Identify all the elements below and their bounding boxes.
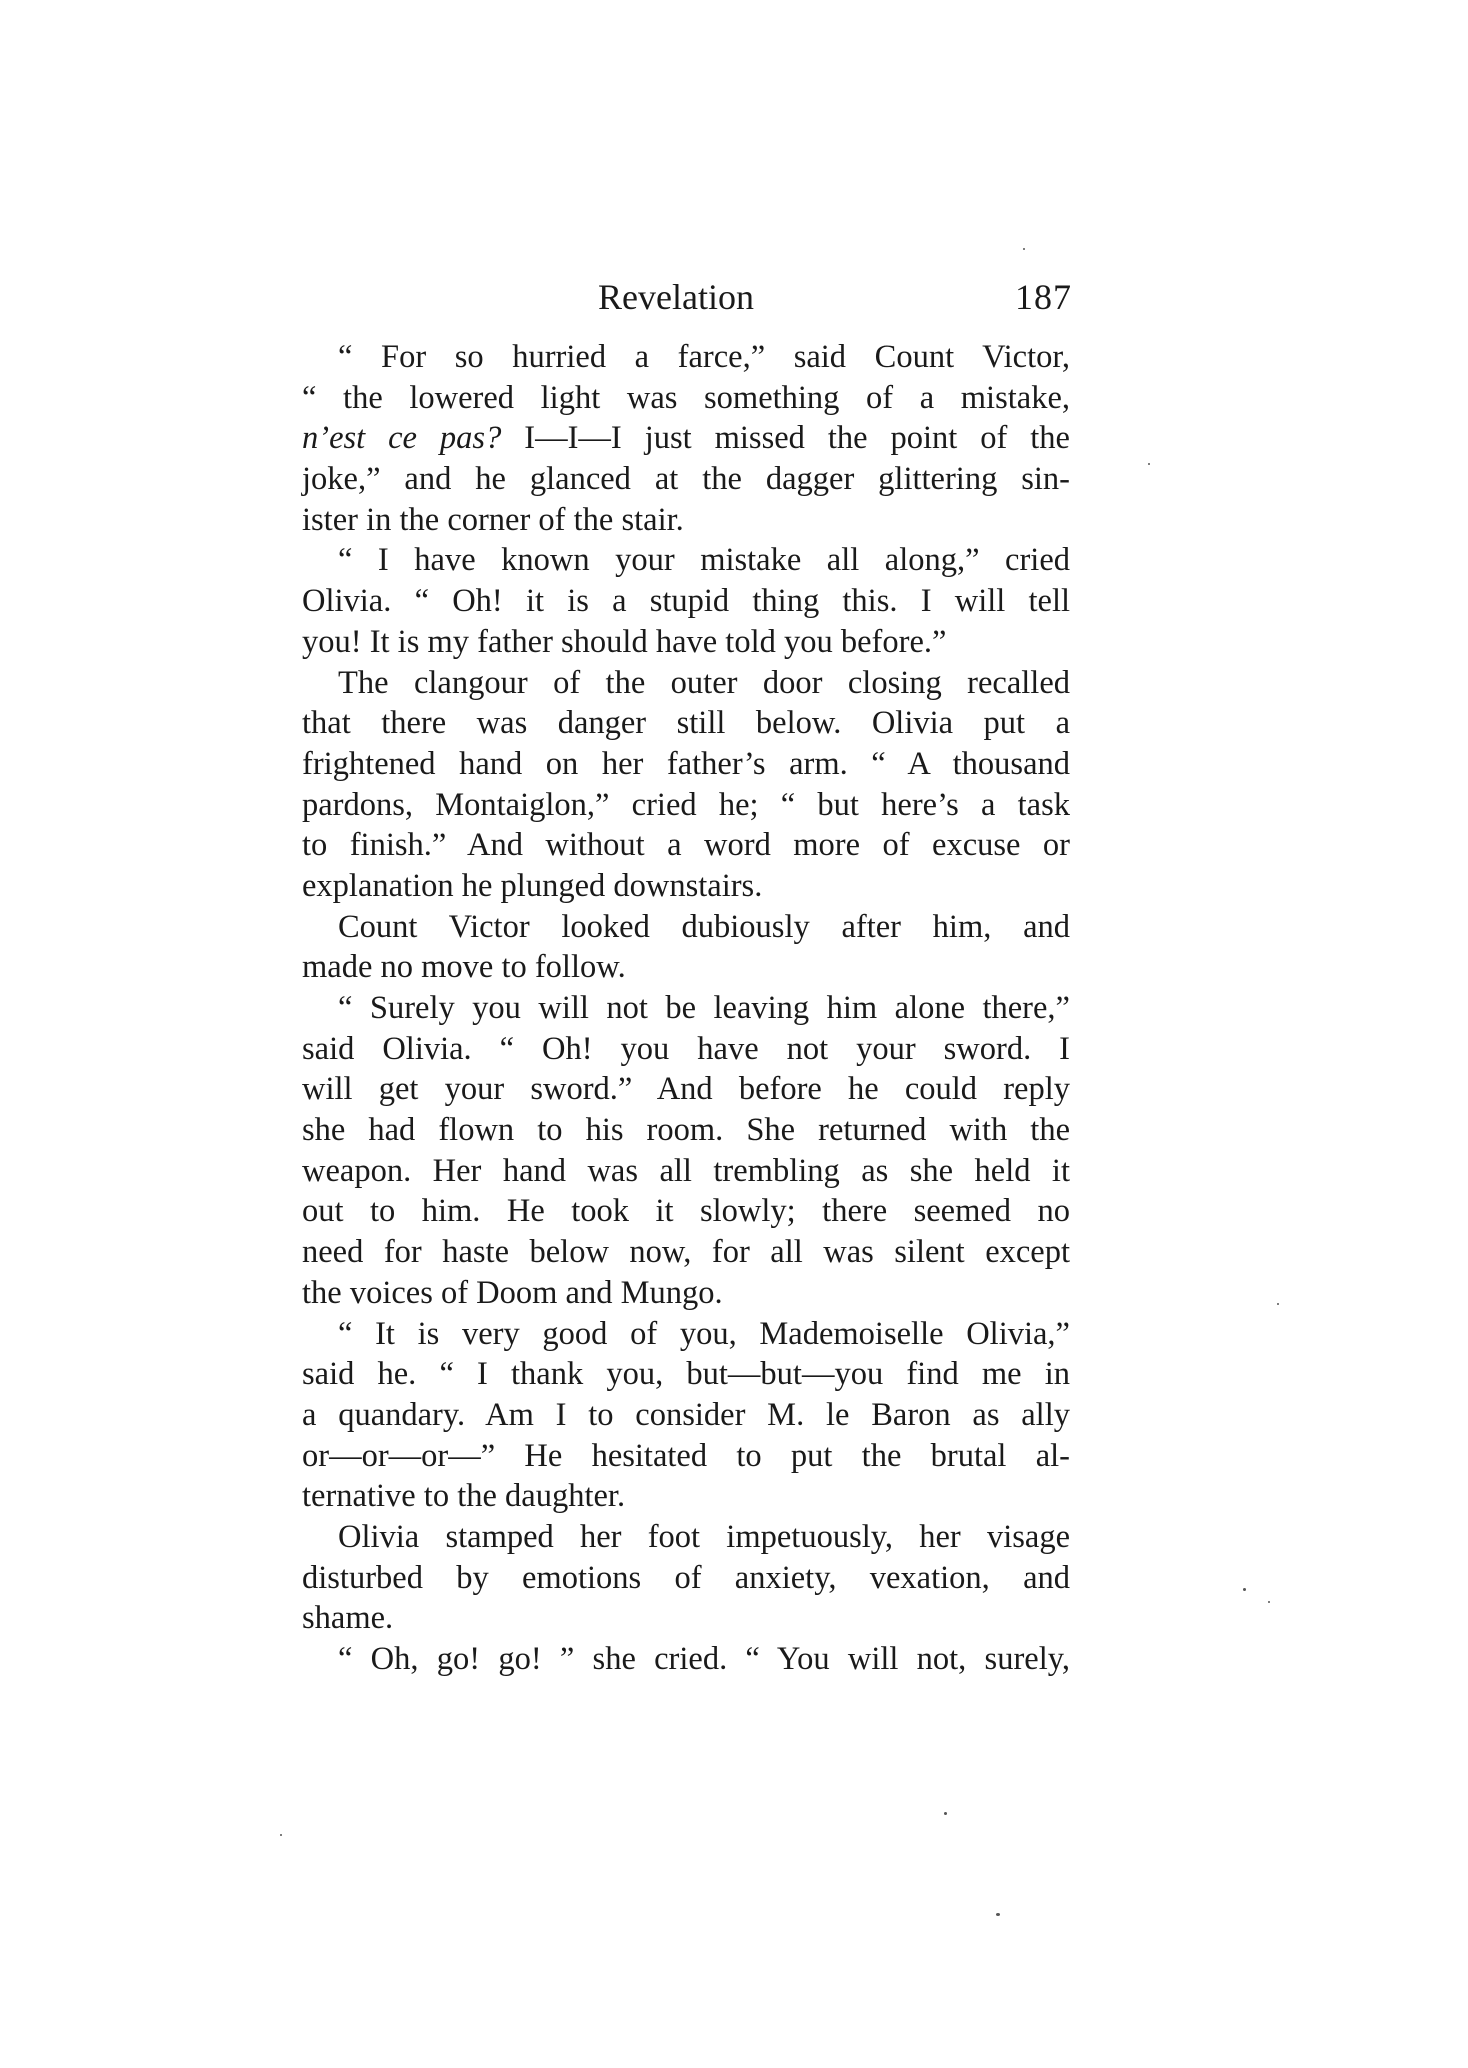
text-line: “ I have known your mistake all along,” cried xyxy=(338,542,1070,579)
text-line: n’est ce pas? I—I—I just missed the point of the xyxy=(302,420,1070,457)
text-line: said he. “ I thank you, but—but—you find me in xyxy=(302,1356,1070,1393)
running-head: Revelation xyxy=(598,277,754,317)
text-line: The clangour of the outer door closing recalled xyxy=(338,664,1070,701)
text-line: to finish.” And without a word more of excuse or xyxy=(302,827,1070,864)
text-line: a quandary. Am I to consider M. le Baron as ally xyxy=(302,1396,1070,1433)
text-line: “ Oh, go! go! ” she cried. “ You will not, surely, xyxy=(338,1641,1070,1677)
text-line: said Olivia. “ Oh! you have not your sword. I xyxy=(302,1030,1070,1067)
text-line: she had flown to his room. She returned with the xyxy=(302,1112,1070,1149)
text-line: ister in the corner of the stair. xyxy=(302,501,684,538)
text-line: “ For so hurried a farce,” said Count Victor, xyxy=(338,339,1070,375)
print-speck xyxy=(1023,248,1025,250)
text-line: explanation he plunged downstairs. xyxy=(302,867,763,904)
print-speck xyxy=(1148,463,1150,465)
print-speck xyxy=(996,1913,1000,1916)
text-line: “ Surely you will not be leaving him alone there,” xyxy=(338,990,1070,1026)
print-speck xyxy=(1277,1303,1279,1305)
text-line: you! It is my father should have told you before.” xyxy=(302,623,947,660)
italic-phrase: n’est ce pas? xyxy=(302,420,502,457)
print-speck xyxy=(1243,1588,1246,1591)
text-line: weapon. Her hand was all trembling as she held it xyxy=(302,1152,1070,1189)
text-line: disturbed by emotions of anxiety, vexation, and xyxy=(302,1559,1070,1596)
text-line: or—or—or—” He hesitated to put the brutal al- xyxy=(302,1437,1070,1474)
text-line: made no move to follow. xyxy=(302,949,626,986)
text-line: Count Victor looked dubiously after him, and xyxy=(338,908,1070,945)
text-line: frightened hand on her father’s arm. “ A thousand xyxy=(302,745,1070,782)
page-header xyxy=(300,272,1072,322)
page-number: 187 xyxy=(1015,277,1072,317)
text-line: joke,” and he glanced at the dagger glittering sin- xyxy=(302,461,1070,498)
text-line: ternative to the daughter. xyxy=(302,1478,626,1515)
text-line: Olivia. “ Oh! it is a stupid thing this. I will tell xyxy=(302,583,1070,620)
print-speck xyxy=(1268,1601,1270,1603)
text-line: will get your sword.” And before he could reply xyxy=(302,1071,1070,1108)
text-line: Olivia stamped her foot impetuously, her visage xyxy=(338,1518,1070,1555)
print-speck xyxy=(944,1812,947,1815)
text-line: that there was danger still below. Olivia put a xyxy=(302,705,1070,742)
body-text xyxy=(302,337,1070,1680)
text-line: shame. xyxy=(302,1600,394,1637)
print-speck xyxy=(280,1834,282,1836)
text-line: pardons, Montaiglon,” cried he; “ but here’s a task xyxy=(302,786,1070,823)
text-line: “ It is very good of you, Mademoiselle Olivia,” xyxy=(338,1315,1070,1352)
text-line: the voices of Doom and Mungo. xyxy=(302,1274,723,1311)
text-line: “ the lowered light was something of a mistake, xyxy=(302,379,1070,416)
text-line: need for haste below now, for all was silent except xyxy=(302,1234,1070,1271)
text-line: out to him. He took it slowly; there seemed no xyxy=(302,1193,1070,1230)
